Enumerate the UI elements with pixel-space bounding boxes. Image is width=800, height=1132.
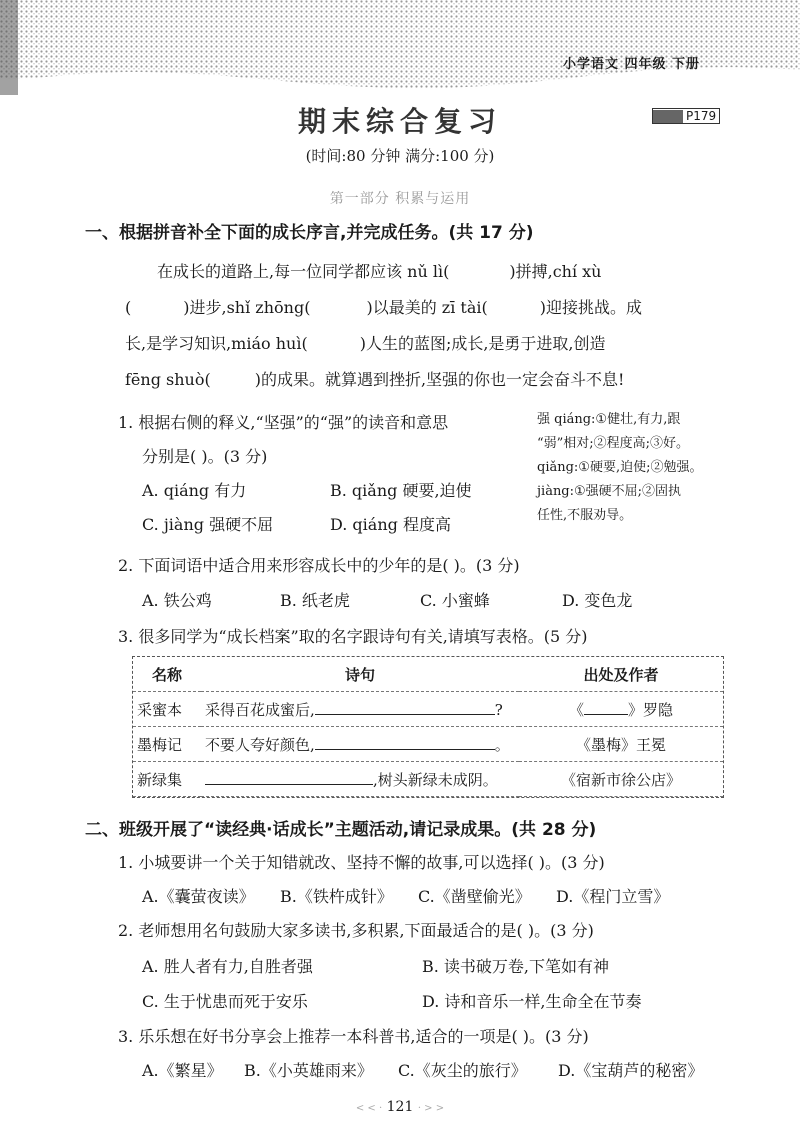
dictionary-box: [537, 408, 727, 528]
archive-table-frame: [132, 656, 724, 798]
s2-q3-option-b[interactable]: B.《小英雄雨来》: [244, 1061, 373, 1080]
s2-q1-option-a[interactable]: A.《囊萤夜读》: [142, 887, 255, 906]
passage-text: 在成长的道路上,每一位同学都应该 nǔ lì(: [157, 262, 450, 281]
page-number: 121: [386, 1099, 414, 1115]
s1-q2-option-c[interactable]: C. 小蜜蜂: [420, 591, 490, 610]
passage-text: 长,是学习知识,miáo huì(: [125, 334, 308, 353]
s2-q3-option-a[interactable]: A.《繁星》: [142, 1061, 223, 1080]
row-poem: [201, 762, 519, 797]
page-reference: [652, 108, 720, 124]
s1-q2-option-a[interactable]: A. 铁公鸡: [142, 591, 212, 610]
s2-q2-text: 2. 老师想用名句鼓励大家多读书,多积累,下面最适合的是( )。(3 分): [118, 921, 594, 940]
s1-q1-option-d[interactable]: D. qiáng 程度高: [330, 515, 451, 534]
passage: [125, 254, 725, 398]
passage-text: fēng shuò(: [125, 370, 211, 389]
page-reference-label: P179: [686, 109, 717, 123]
row-name: 采蜜本: [133, 692, 201, 727]
s2-q1-option-b[interactable]: B.《铁杵成针》: [280, 887, 393, 906]
dictionary-line: “弱”相对;②程度高;③好。: [537, 436, 690, 451]
s2-q2-option-a[interactable]: A. 胜人者有力,自胜者强: [142, 957, 313, 976]
footer-ornament-right: · > >: [417, 1103, 445, 1114]
s2-q3-text: 3. 乐乐想在好书分享会上推荐一本科普书,适合的一项是( )。(3 分): [118, 1027, 589, 1046]
table-row: [133, 727, 723, 762]
archive-table: [133, 657, 723, 797]
header-band: [0, 0, 800, 95]
book-label: 小学语文 四年级 下册: [563, 57, 701, 72]
s2-q1-option-c[interactable]: C.《凿壁偷光》: [418, 887, 531, 906]
footer-ornament-left: < < ·: [355, 1103, 383, 1114]
dictionary-line: jiàng:①强硬不屈;②固执: [537, 484, 682, 499]
s2-q3-option-d[interactable]: D.《宝葫芦的秘密》: [558, 1061, 704, 1080]
s2-q1-option-d[interactable]: D.《程门立雪》: [556, 887, 670, 906]
row-source: 《墨梅》王冕: [519, 727, 723, 762]
row-name: 新绿集: [133, 762, 201, 797]
answer-blank[interactable]: [584, 714, 628, 715]
passage-line-4: [125, 362, 725, 398]
row-poem: [201, 692, 519, 727]
answer-blank[interactable]: [315, 749, 495, 750]
s1-q2-option-b[interactable]: B. 纸老虎: [280, 591, 350, 610]
col-header-name: 名称: [133, 657, 201, 692]
table-row: [133, 692, 723, 727]
row-source: [519, 692, 723, 727]
section2-title: 二、班级开展了“读经典·话成长”主题活动,请记录成果。(共 28 分): [85, 820, 597, 840]
s1-q1-line1: 1. 根据右侧的释义,“坚强”的“强”的读音和意思: [118, 413, 449, 432]
s1-q1-option-b[interactable]: B. qiǎng 硬要,迫使: [330, 481, 472, 500]
s1-q1-option-a[interactable]: A. qiáng 有力: [142, 481, 247, 500]
passage-text: )人生的蓝图;成长,是勇于进取,创造: [359, 334, 606, 353]
table-header-row: [133, 657, 723, 692]
poem-text: 。: [494, 735, 510, 754]
s2-q1-text: 1. 小城要讲一个关于知错就改、坚持不懈的故事,可以选择( )。(3 分): [118, 853, 605, 872]
col-header-source: 出处及作者: [519, 657, 723, 692]
s1-q1-option-c[interactable]: C. jiàng 强硬不屈: [142, 515, 274, 534]
poem-text: 采得百花成蜜后,: [205, 700, 315, 719]
dictionary-line: 任性,不服劝导。: [537, 508, 633, 523]
s1-q3-text: 3. 很多同学为“成长档案”取的名字跟诗句有关,请填写表格。(5 分): [118, 627, 588, 646]
passage-line-2: [125, 290, 725, 326]
s2-q2-option-d[interactable]: D. 诗和音乐一样,生命全在节奏: [422, 992, 642, 1011]
poem-text: ?: [494, 700, 503, 719]
passage-text: )以最美的 zī tài(: [366, 298, 488, 317]
dictionary-line: 强 qiáng:①健壮,有力,跟: [537, 412, 681, 427]
table-row: [133, 762, 723, 797]
dictionary-line: qiǎng:①硬要,迫使;②勉强。: [537, 460, 703, 475]
passage-line-3: [125, 326, 725, 362]
page-reference-marker: [653, 110, 683, 123]
s2-q3-option-c[interactable]: C.《灰尘的旅行》: [398, 1061, 527, 1080]
s1-q2-option-d[interactable]: D. 变色龙: [562, 591, 633, 610]
page-title: 期末综合复习: [297, 105, 502, 138]
page-footer: [0, 1099, 800, 1115]
s2-q2-option-c[interactable]: C. 生于忧患而死于安乐: [142, 992, 308, 1011]
source-text: 》罗隐: [628, 700, 674, 719]
passage-text: (: [125, 298, 132, 317]
s2-q2-option-b[interactable]: B. 读书破万卷,下笔如有神: [422, 957, 610, 976]
answer-blank[interactable]: [205, 784, 373, 785]
time-info: (时间:80 分钟 满分:100 分): [305, 147, 495, 165]
passage-text: )进步,shǐ zhōng(: [183, 298, 311, 317]
row-name: 墨梅记: [133, 727, 201, 762]
poem-text: 不要人夸好颜色,: [205, 735, 315, 754]
part-label: 第一部分 积累与运用: [329, 191, 471, 207]
passage-text: )拼搏,chí xù: [509, 262, 602, 281]
answer-blank[interactable]: [315, 714, 495, 715]
section1-title: 一、根据拼音补全下面的成长序言,并完成任务。(共 17 分): [85, 223, 534, 243]
s1-q2-text: 2. 下面词语中适合用来形容成长中的少年的是( )。(3 分): [118, 556, 520, 575]
passage-line-1: [125, 254, 725, 290]
poem-text: ,树头新绿未成阴。: [373, 770, 498, 789]
passage-text: )的成果。就算遇到挫折,坚强的你也一定会奋斗不息!: [254, 370, 625, 389]
col-header-poem: 诗句: [201, 657, 519, 692]
s1-q1-line2: 分别是( )。(3 分): [142, 447, 268, 466]
row-source: 《宿新市徐公店》: [519, 762, 723, 797]
source-text: 《: [568, 700, 584, 719]
passage-text: )迎接挑战。成: [539, 298, 643, 317]
row-poem: [201, 727, 519, 762]
